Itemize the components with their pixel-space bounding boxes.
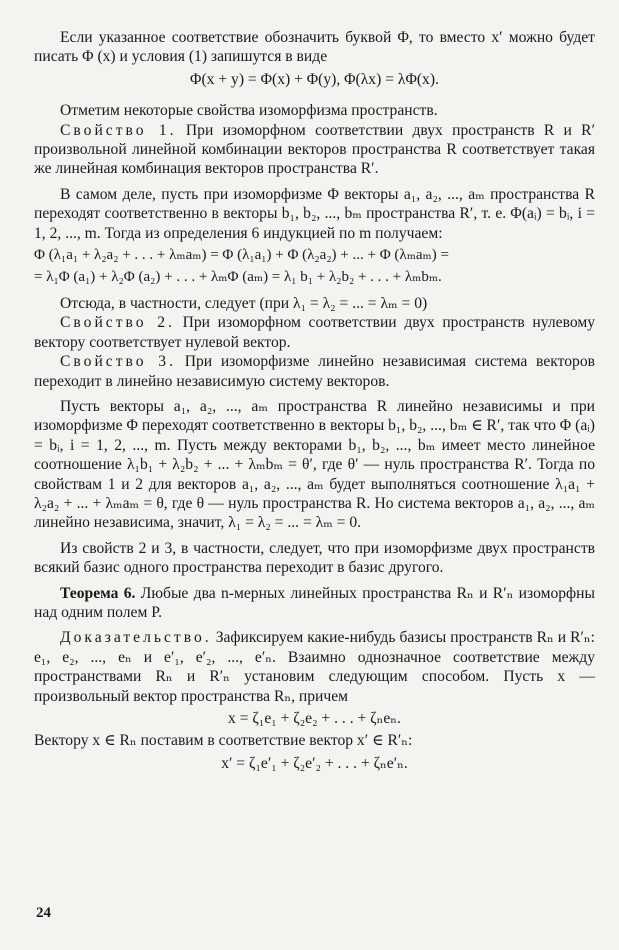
spaced-heading: Свойство 1. (60, 121, 177, 139)
paragraph (34, 628, 595, 706)
paragraph-text: Отсюда, в частности, следует (при λ₁ = λ₂ = ... = λₘ = 0) (60, 294, 428, 312)
paragraph-text: Любые два n-мерных линейных пространства Rₙ и R′ₙ изоморфны над одним полем P. (34, 584, 595, 621)
paragraph-text: При изоморфном соответствии двух пространств R и R′ произвольной линейной комбинации векторов пространства R соответствует такая же линейная комбинация векторов пространства R′. (34, 121, 595, 178)
paragraph-text: Вектору x ∈ Rₙ поставим в соответствие вектор x′ ∈ R′ₙ: (34, 732, 413, 750)
spaced-heading: Свойство 3. (60, 353, 176, 371)
paragraph (34, 294, 595, 313)
formula: = λ₁Φ (a₁) + λ₂Φ (a₂) + . . . + λₘΦ (aₘ) = λ₁ b₁ + λ₂b₂ + . . . + λₘbₘ. (34, 269, 442, 286)
paragraph (34, 28, 595, 67)
theorem-heading: Теорема 6. (60, 584, 136, 602)
paragraph (34, 397, 595, 533)
paragraph-text: Если указанное соответствие обозначить буквой Φ, то вместо x′ можно будет писать Φ (x) и условия (1) запишутся в виде (34, 29, 595, 66)
formula: Φ(x + y) = Φ(x) + Φ(y), Φ(λx) = λΦ(x). (190, 70, 439, 88)
spaced-heading: Свойство 2. (60, 314, 175, 332)
paragraph-text: Зафиксируем какие-нибудь базисы пространств Rₙ и R′ₙ: e₁, e₂, ..., eₙ и e′₁, e′₂, ..., e′ₙ. Взаимно однозначное соответствие между пространствами Rₙ и R′ₙ установим следующим способом. Пусть x — произвольный вектор пространства Rₙ, причем (34, 629, 595, 705)
paragraph-text: Пусть векторы a₁, a₂, ..., aₘ пространства R линейно независимы и при изоморфизме Φ переходят соответственно в векторы b₁, b₂, ..., bₘ ∈ R′, так что Φ (aᵢ) = bᵢ, i = 1, 2, ..., m. Пусть между векторами b₁, b₂, ..., bₘ имеет место линейное соотношение λ₁b₁ + λ₂b₂ + ... + λₘbₘ = θ′, где θ′ — нуль пространства R′. Тогда по свойствам 1 и 2 для векторов a₁, a₂, ..., aₘ будет выполняться соотношение λ₁a₁ + λ₂a₂ + ... + λₘaₘ = θ, где θ — нуль пространства R. Но система векторов a₁, a₂, ..., aₘ линейно независима, значит, λ₁ = λ₂ = ... = λₘ = 0. (34, 397, 595, 532)
paragraph-text: Отметим некоторые свойства изоморфизма пространств. (60, 102, 438, 120)
paragraph (34, 584, 595, 623)
paragraph (34, 121, 595, 179)
page-number: 24 (36, 905, 51, 921)
spaced-heading: Доказательство. (60, 629, 212, 647)
paragraph-text: В самом деле, пусть при изоморфизме Φ векторы a₁, a₂, ..., aₘ пространства R переходят соответственно в векторы b₁, b₂, ..., bₘ пространства R′, т. е. Φ(aᵢ) = bᵢ, i = 1, 2, ..., m. Тогда из определения 6 индукцией по m получаем: (34, 185, 595, 242)
page-content (34, 28, 595, 773)
paragraph-text: При изоморфизме линейно независимая система векторов переходит в линейно независимую систему векторов. (34, 353, 595, 390)
paragraph (34, 101, 595, 120)
paragraph-text: Из свойств 2 и 3, в частности, следует, что при изоморфизме двух пространств всякий базис одного пространства переходит в базис другого. (34, 539, 595, 577)
formula: x′ = ζ₁e′₁ + ζ₂e′₂ + . . . + ζₙe′ₙ. (221, 754, 408, 772)
paragraph (34, 352, 595, 391)
paragraph (34, 731, 595, 750)
formula: Φ (λ₁a₁ + λ₂a₂ + . . . + λₘaₘ) = Φ (λ₁a₁) + Φ (λ₂a₂) + ... + Φ (λₘaₘ) = (34, 247, 449, 264)
formula: x = ζ₁e₁ + ζ₂e₂ + . . . + ζₙeₙ. (228, 710, 401, 727)
paragraph (34, 185, 595, 243)
paragraph (34, 539, 595, 578)
paragraph-text: При изоморфном соответствии двух пространств нулевому вектору соответствует нулевой вектор. (34, 314, 595, 351)
paragraph (34, 313, 595, 352)
